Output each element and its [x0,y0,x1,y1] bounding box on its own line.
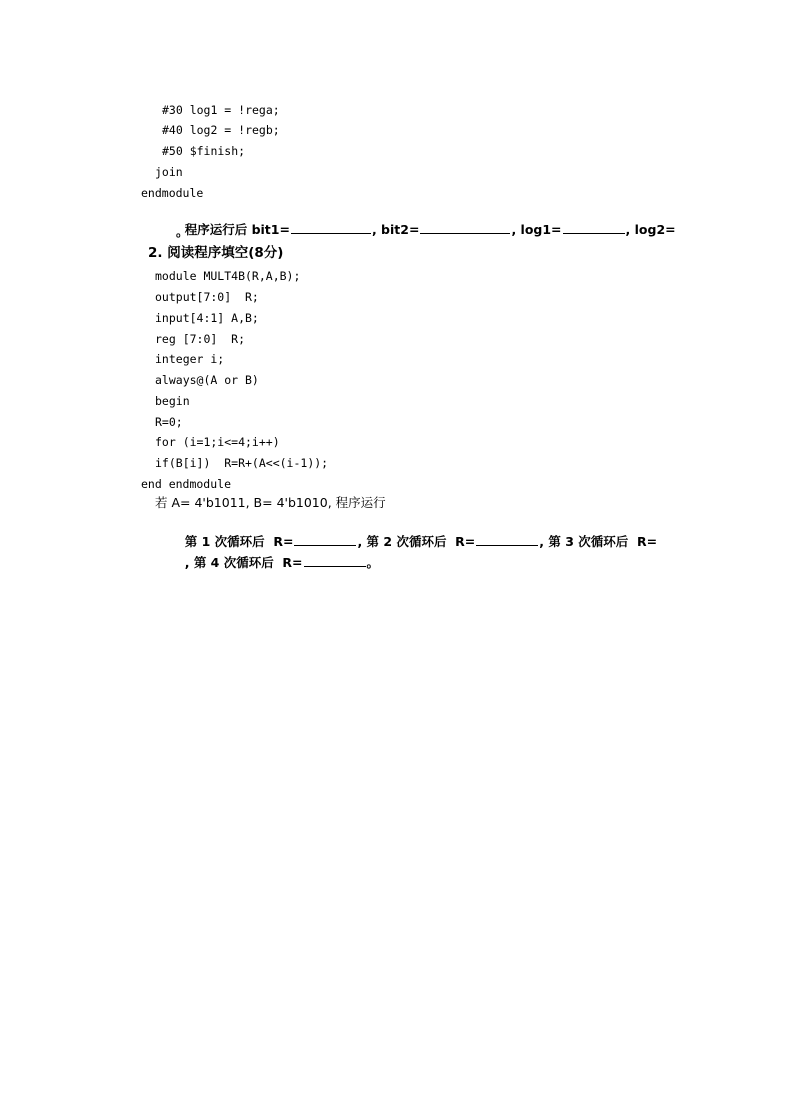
code-line: endmodule [141,186,204,200]
code-line: output[7:0] R; [155,290,259,304]
code-line: always@(A or B) [155,373,259,387]
loop2-blank[interactable] [476,533,538,546]
log1-blank[interactable] [563,221,625,234]
code-line: end endmodule [141,477,232,491]
loop3-text: , 第 3 次循环后 R= [539,534,658,549]
code-line: R=0; [155,415,183,429]
q1-text-log1: , log1= [511,222,562,237]
q2-prompt: 若 A= 4'b1011, B= 4'b1010, 程序运行 [155,495,386,510]
code-line: reg [7:0] R; [155,332,246,346]
code-line: join [155,165,183,179]
code-line: integer i; [155,352,225,366]
q2-answer-line-2 [176,536,379,572]
bit1-blank[interactable] [291,221,371,234]
code-line: #30 log1 = !rega; [162,103,280,117]
bit2-blank[interactable] [420,221,510,234]
code-line: for (i=1;i<=4;i++) [155,435,280,449]
q1-answer-line [176,203,676,239]
q1-text-bit1: 程序运行后 bit1= [184,222,290,237]
code-line: begin [155,394,190,408]
q1-text-bit2: , bit2= [371,222,420,237]
code-line: module MULT4B(R,A,B); [155,269,301,283]
q1-end-mark: 。 [176,224,189,239]
question-2-heading: 2. 阅读程序填空(8分) [148,245,284,261]
loop4-text: , 第 4 次循环后 R= [184,555,303,570]
code-line: #50 $finish; [162,144,246,158]
code-line: #40 log2 = !regb; [162,123,280,137]
loop2-text: , 第 2 次循环后 R= [357,534,476,549]
code-line: if(B[i]) R=R+(A<<(i-1)); [155,456,329,470]
q1-text-log2: , log2= [625,222,676,237]
q2-end-mark: 。 [366,555,380,570]
loop4-blank[interactable] [304,554,366,567]
code-line: input[4:1] A,B; [155,311,259,325]
loop1-text: 第 1 次循环后 R= [184,534,294,549]
